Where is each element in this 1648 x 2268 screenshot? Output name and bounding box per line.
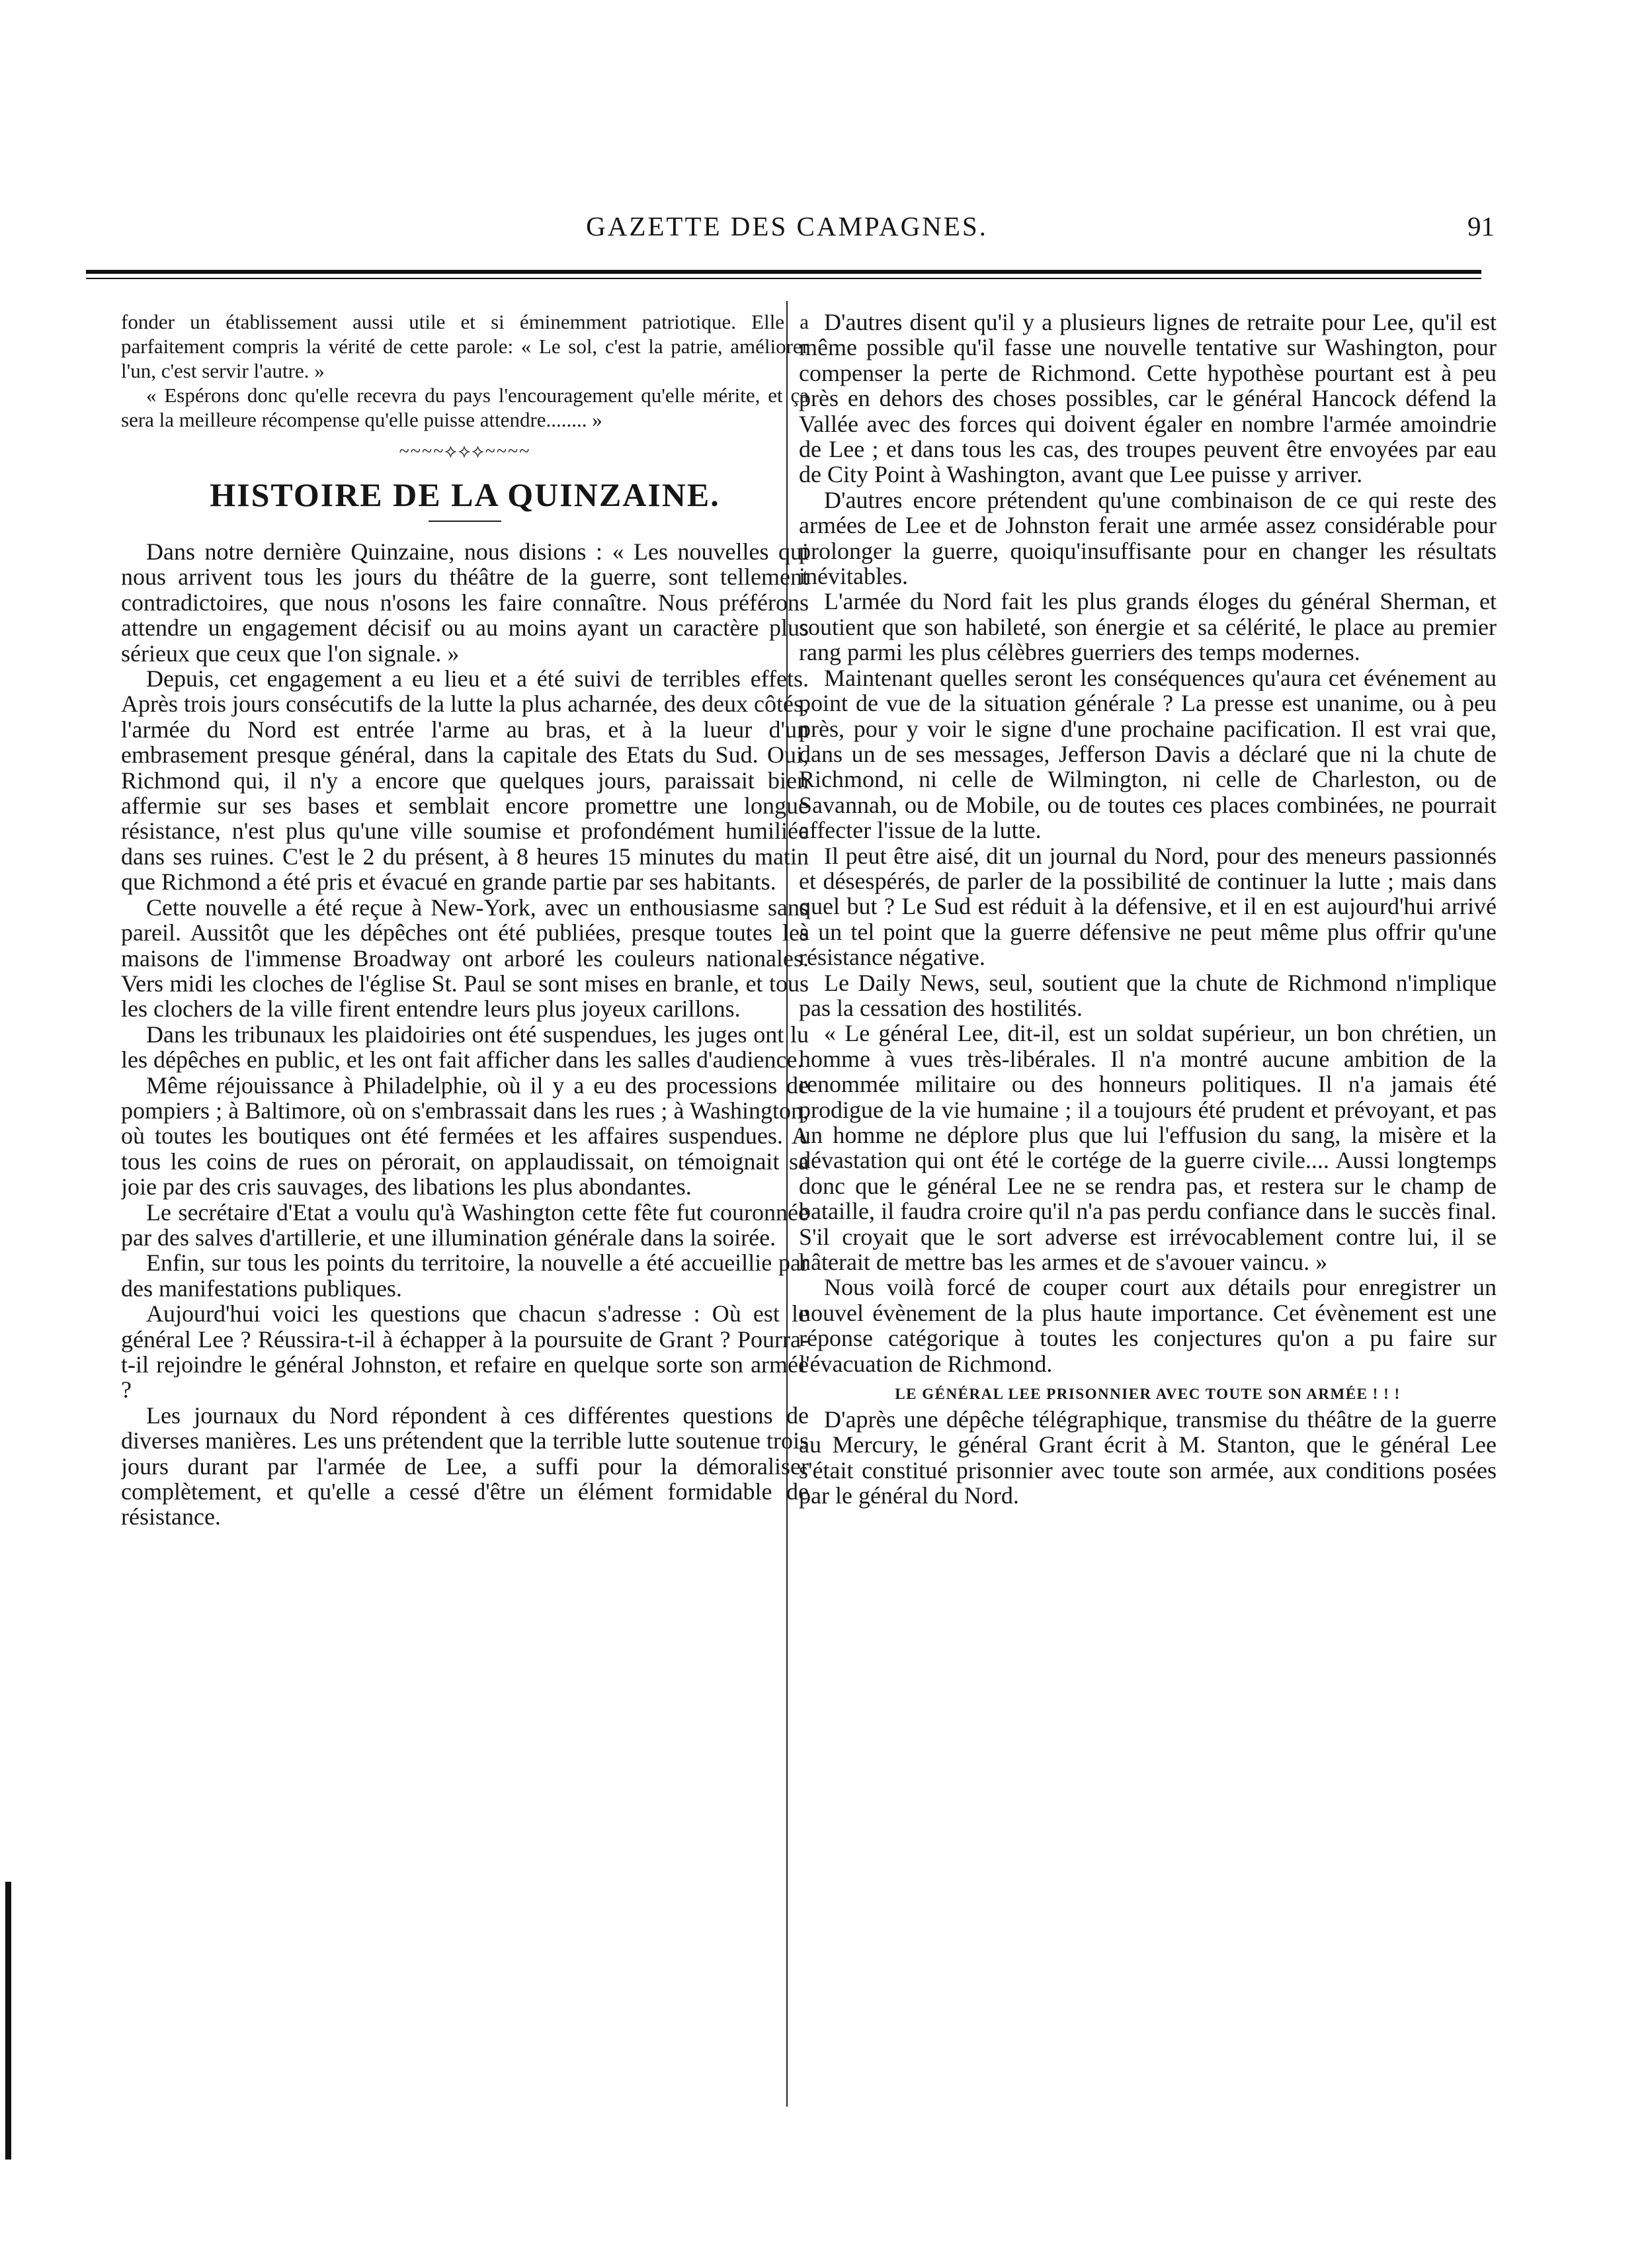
title-rule (429, 521, 501, 522)
article-paragraph: Dans les tribunaux les plaidoiries ont été suspendues, les juges ont lu les dépêches en public, et les ont fait afficher dans les salles d'audience. (121, 1021, 809, 1073)
article-paragraph: L'armée du Nord fait les plus grands éloges du général Sherman, et soutient que son habileté, son énergie et sa célérité, le place au premier rang parmi les plus célèbres guerriers des temps modernes. (799, 588, 1497, 666)
article-paragraph: Aujourd'hui voici les questions que chacun s'adresse : Où est le général Lee ? Réussira-t-il à échapper à la poursuite de Grant ? Pourra-t-il rejoindre le général Johnston, et refaire en quelque sorte son armée ? (121, 1300, 809, 1404)
article-paragraph: Il peut être aisé, dit un journal du Nord, pour des meneurs passionnés et désespérés, de parler de la possibilité de continuer la lutte ; mais dans quel but ? Le Sud est réduit à la défensive, et il en est aujourd'hui arrivé à un tel point que la guerre défensive ne peut même plus offrir qu'une résistance négative. (799, 842, 1497, 971)
ornament-divider: ~~~~⟡⟡⟡~~~~ (399, 441, 531, 462)
left-column (121, 310, 809, 2201)
article-paragraph: Enfin, sur tous les points du territoire, la nouvelle a été accueillie par des manifestations publiques. (121, 1249, 809, 1302)
article-paragraph: « Le général Lee, dit-il, est un soldat supérieur, un bon chrétien, un homme à vues très-libérales. Il n'a montré aucune ambition de la renommée militaire ou des honneurs politiques. Il n'a jamais été prodigue de la vie humaine ; il a toujours été prudent et prévoyant, et pas un homme ne déplore plus que lui l'effusion du sang, la misère et la dévastation qui ont été le cortége de la guerre civile.... Aussi longtemps donc que le général Lee ne se rendra pas, et restera sur le champ de bataille, il faudra croire qu'il n'a pas perdu confiance dans le succès final. S'il croyait que le sort adverse est irrévocablement contre lui, il se hâterait de mettre bas les armes et de s'avouer vaincu. » (799, 1020, 1497, 1276)
header-rule-thin (86, 278, 1481, 279)
article-paragraph: Depuis, cet engagement a eu lieu et a été suivi de terribles effets. Après trois jours consécutifs de la lutte la plus acharnée, des deux côtés, l'armée du Nord est entrée l'arme au bras, et à la lueur d'un embrasement presque général, dans la capitale des Etats du Sud. Oui, Richmond qui, il n'y a encore que quelques jours, paraissait bien affermie sur ses bases et semblait encore promettre une longue résistance, n'est plus qu'une ville soumise et profondément humiliée dans ses ruines. C'est le 2 du présent, à 8 heures 15 minutes du matin que Richmond a été pris et évacué en grande partie par ses habitants. (121, 665, 809, 896)
article-paragraph: Dans notre dernière Quinzaine, nous disions : « Les nouvelles qui nous arrivent tous les jours du théâtre de la guerre, sont tellement contradictoires, que nous n'osons les faire connaître. Nous préférons attendre un engagement décisif ou au moins ayant un caractère plus sérieux que ceux que l'on signale. » (121, 538, 809, 667)
page-header (79, 210, 1495, 250)
page-number: 91 (1467, 211, 1495, 241)
running-title: GAZETTE DES CAMPAGNES. (586, 211, 988, 241)
article-paragraph: Le secrétaire d'Etat a voulu qu'à Washington cette fête fut couronnée par des salves d'artillerie, et une illumination générale dans la soirée. (121, 1198, 809, 1251)
article-paragraph: D'autres encore prétendent qu'une combinaison de ce qui reste des armées de Lee et de Johnston ferait une armée assez considérable pour prolonger la guerre, quoiqu'insuffisante pour en changer les résultats inévitables. (799, 486, 1497, 590)
article-paragraph: D'autres disent qu'il y a plusieurs lignes de retraite pour Lee, qu'il est même possible qu'il fasse une nouvelle tentative sur Washington, pour compenser la perte de Richmond. Cette hypothèse pourtant est à peu près en dehors des choses possibles, car le général Hancock défend la Vallée avec des forces qui doivent égaler en nombre l'armée amoindrie de Lee ; et dans tous les cas, des troupes peuvent être envoyées par eau de City Point à Washington, avant que Lee puisse y arriver. (799, 310, 1497, 488)
article-paragraph: Même réjouissance à Philadelphie, où il y a eu des processions de pompiers ; à Baltimore, où on s'embrassait dans les rues ; à Washington, où toutes les boutiques ont été fermées et les affaires suspendues. A tous les coins de rues on pérorait, on applaudissait, on témoignait sa joie par des cris sauvages, des libations les plus abondantes. (121, 1071, 809, 1200)
section-title: HISTOIRE DE LA QUINZAINE. (210, 476, 720, 513)
article-paragraph: Cette nouvelle a été reçue à New-York, avec un enthousiasme sans pareil. Aussitôt que les dépêches ont été publiées, presque toutes les maisons de l'immense Broadway ont arboré les couleurs nationales. Vers midi les cloches de l'église St. Paul se sont mises en branle, et tous les clochers de la ville firent entendre leurs plus joyeux carillons. (121, 894, 809, 1023)
right-column (799, 310, 1497, 2201)
margin-mark (5, 1882, 11, 2160)
article-paragraph: Maintenant quelles seront les conséquences qu'aura cet événement au point de vue de la situation générale ? La presse est unanime, ou à peu près, pour y voir le signe d'une prochaine pacification. Il est vrai que, dans un de ses messages, Jefferson Davis a déclaré que ni la chute de Richmond, ni celle de Wilmington, ni celle de Charleston, ou de Savannah, ou de Mobile, ou de toutes ces places combinées, ne pourrait affecter l'issue de la lutte. (799, 664, 1497, 844)
header-rule-thick (86, 270, 1481, 274)
article-paragraph: Nous voilà forcé de couper court aux détails pour enregistrer un nouvel évènement de la plus haute importance. Cet évènement est une réponse catégorique à toutes les conjectures qu'on a pu faire sur l'évacuation de Richmond. (799, 1274, 1497, 1377)
intro-paragraph: « Espérons donc qu'elle recevra du pays l'encouragement qu'elle mérite, et ça sera la meilleure récompense qu'elle puisse attendre........ » (121, 384, 809, 431)
subheading: LE GÉNÉRAL LEE PRISONNIER AVEC TOUTE SON ARMÉE ! ! ! (895, 1386, 1401, 1403)
intro-paragraph: fonder un établissement aussi utile et si éminemment patriotique. Elle a parfaitement compris la vérité de cette parole: « Le sol, c'est la patrie, améliorer l'un, c'est servir l'autre. » (121, 310, 809, 382)
article-paragraph: D'après une dépêche télégraphique, transmise du théâtre de la guerre au Mercury, le général Grant écrit à M. Stanton, que le général Lee s'était constitué prisonnier avec toute son armée, aux conditions posées par le général du Nord. (799, 1406, 1497, 1509)
article-paragraph: Le Daily News, seul, soutient que la chute de Richmond n'implique pas la cessation des hostilités. (799, 969, 1497, 1021)
article-paragraph: Les journaux du Nord répondent à ces différentes questions de diverses manières. Les uns prétendent que la terrible lutte soutenue trois jours durant par l'armée de Lee, a suffi pour la démoraliser complètement, et qu'elle a cessé d'être un élément formidable de résistance. (121, 1402, 809, 1531)
